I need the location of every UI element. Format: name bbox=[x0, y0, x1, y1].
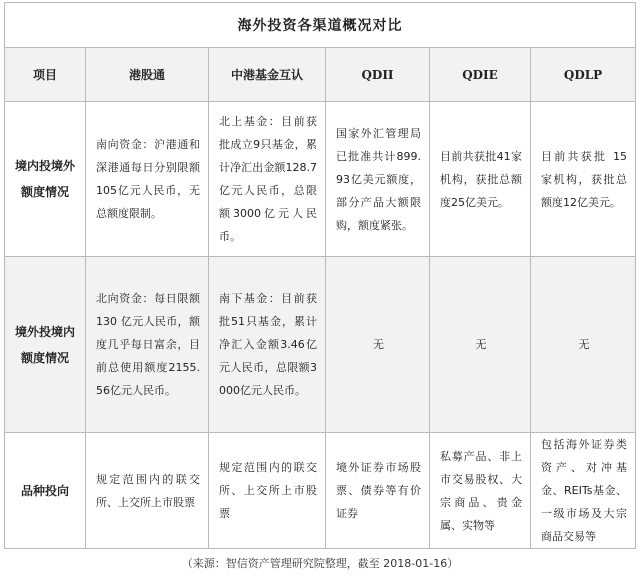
header-fund-mutual-recognition: 中港基金互认 bbox=[209, 48, 326, 102]
table-row bbox=[5, 433, 636, 549]
table-cell: 南下基金：目前获批51只基金，累计净汇入金额3.46亿元人民币，总限额3000亿元人民币。 bbox=[209, 257, 326, 433]
title-row bbox=[5, 3, 636, 48]
comparison-table bbox=[4, 2, 636, 549]
table-title: 海外投资各渠道概况对比 bbox=[5, 3, 636, 48]
table-row bbox=[5, 102, 636, 257]
table-cell: 境外证券市场股票、债券等有价证券 bbox=[326, 433, 430, 549]
table-cell: 私募产品、非上市交易股权、大宗商品、贵金属、实物等 bbox=[430, 433, 531, 549]
header-qdlp: QDLP bbox=[531, 48, 636, 102]
header-item: 项目 bbox=[5, 48, 86, 102]
row-label-investment-scope: 品种投向 bbox=[5, 433, 86, 549]
table-cell: 目前共获批 15 家机构，获批总额度12亿美元。 bbox=[531, 102, 636, 257]
table-cell: 包括海外证券类资产、对冲基金、REITs基金、一级市场及大宗商品交易等 bbox=[531, 433, 636, 549]
table-row bbox=[5, 257, 636, 433]
header-qdie: QDIE bbox=[430, 48, 531, 102]
row-label-outbound-quota: 境内投境外额度情况 bbox=[5, 102, 86, 257]
table-cell: 目前共获批41家机构，获批总额度25亿美元。 bbox=[430, 102, 531, 257]
header-stock-connect: 港股通 bbox=[86, 48, 209, 102]
table-cell: 无 bbox=[326, 257, 430, 433]
table-cell: 北向资金：每日限额 130 亿元人民币，额度几乎每日富余，目前总使用额度2155.56亿元人民币。 bbox=[86, 257, 209, 433]
table-cell: 北上基金：目前获批成立9只基金，累计净汇出金额128.7 亿元人民币，总限额3000亿元人民币。 bbox=[209, 102, 326, 257]
table-cell: 无 bbox=[430, 257, 531, 433]
table-cell: 无 bbox=[531, 257, 636, 433]
source-caption: （来源：智信资产管理研究院整理，截至 2018-01-16） bbox=[181, 557, 459, 570]
table-cell: 南向资金：沪港通和深港通每日分别限额105亿元人民币，无总额度限制。 bbox=[86, 102, 209, 257]
table-cell: 国家外汇管理局已批准共计899.93亿美元额度，部分产品大额限购，额度紧张。 bbox=[326, 102, 430, 257]
table-cell: 规定范围内的联交所、上交所上市股票 bbox=[209, 433, 326, 549]
header-row bbox=[5, 48, 636, 102]
row-label-inbound-quota: 境外投境内额度情况 bbox=[5, 257, 86, 433]
header-qdii: QDII bbox=[326, 48, 430, 102]
table-cell: 规定范围内的联交所、上交所上市股票 bbox=[86, 433, 209, 549]
